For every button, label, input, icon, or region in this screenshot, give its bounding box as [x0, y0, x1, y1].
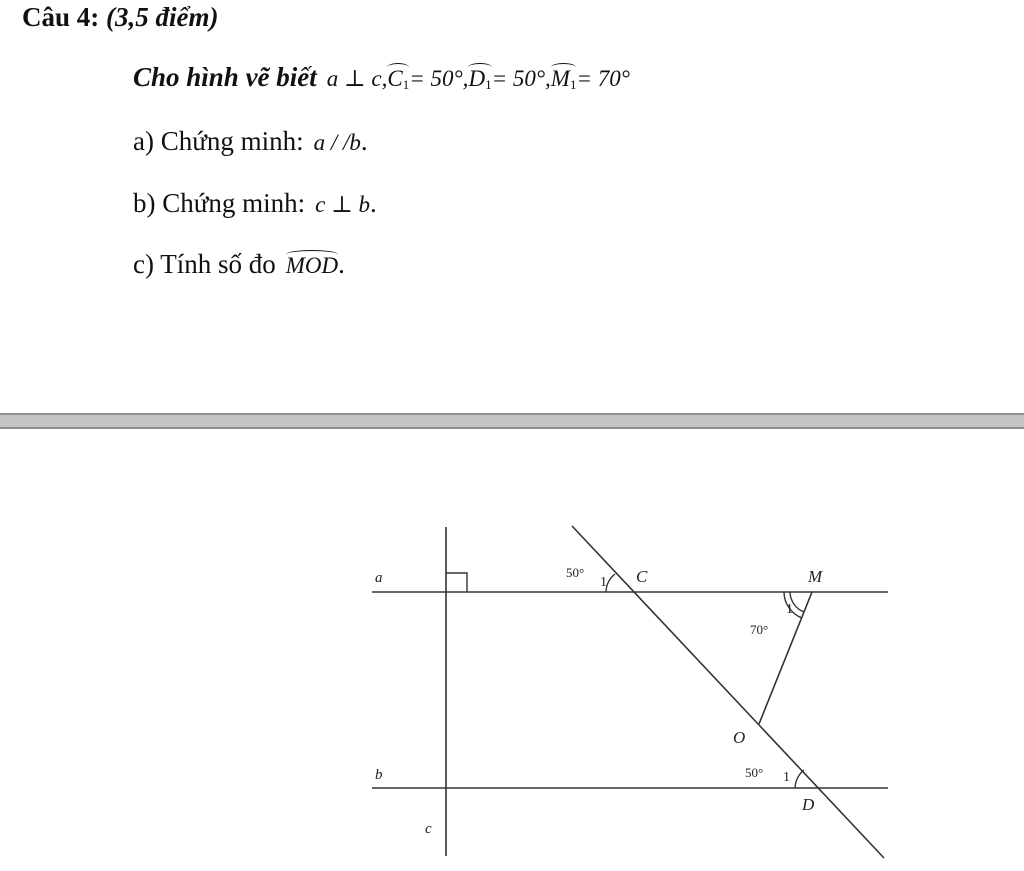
- angle-m1-mark: 1: [786, 602, 793, 617]
- angle-d1-symbol: $D_1$: [468, 66, 492, 92]
- angle-c1-arc: [606, 574, 615, 592]
- part-c: c) Tính số đo MOD.: [133, 249, 345, 279]
- part-a: a) Chứng minh: a / /b.: [133, 126, 368, 156]
- transversal-cd: [572, 526, 884, 858]
- part-b-prefix: b) Chứng minh:: [133, 188, 306, 218]
- part-a-prefix: a) Chứng minh:: [133, 126, 304, 156]
- given-math: a ⊥ $c,C_1= 50^\circ,D_1= 50^\circ,M_1= 70^\circ$: [326, 66, 630, 92]
- angle-c1-mark: 1: [600, 575, 607, 590]
- angle-d1-arc: [795, 770, 804, 788]
- angle-d1-value: 50°: [745, 765, 764, 780]
- part-c-prefix: c) Tính số đo: [133, 249, 276, 279]
- label-point-o: O: [733, 728, 746, 747]
- angle-c1-symbol: $C_1$: [387, 66, 410, 92]
- label-point-m: M: [808, 567, 823, 586]
- label-a: a: [375, 570, 383, 586]
- angle-mod-symbol: MOD: [285, 253, 339, 278]
- question-points: (3,5 điểm): [106, 2, 219, 32]
- given-intro: Cho hình vẽ biết: [133, 62, 317, 92]
- label-point-d: D: [802, 795, 815, 814]
- angle-d1-mark: 1: [783, 770, 790, 785]
- angle-m1-value: 70°: [750, 622, 769, 637]
- label-point-c: C: [636, 567, 648, 586]
- label-c: c: [425, 821, 432, 837]
- label-b: b: [375, 767, 383, 783]
- question-label: Câu 4:: [22, 2, 100, 32]
- right-angle-mark: [446, 573, 467, 592]
- angle-c1-value: 50°: [566, 565, 585, 580]
- angle-m1-symbol: $M_1$: [550, 66, 577, 92]
- part-b: b) Chứng minh: c ⊥ b.: [133, 188, 377, 218]
- part-b-math: c ⊥ b: [315, 192, 370, 217]
- part-a-math: a / /b: [313, 130, 361, 155]
